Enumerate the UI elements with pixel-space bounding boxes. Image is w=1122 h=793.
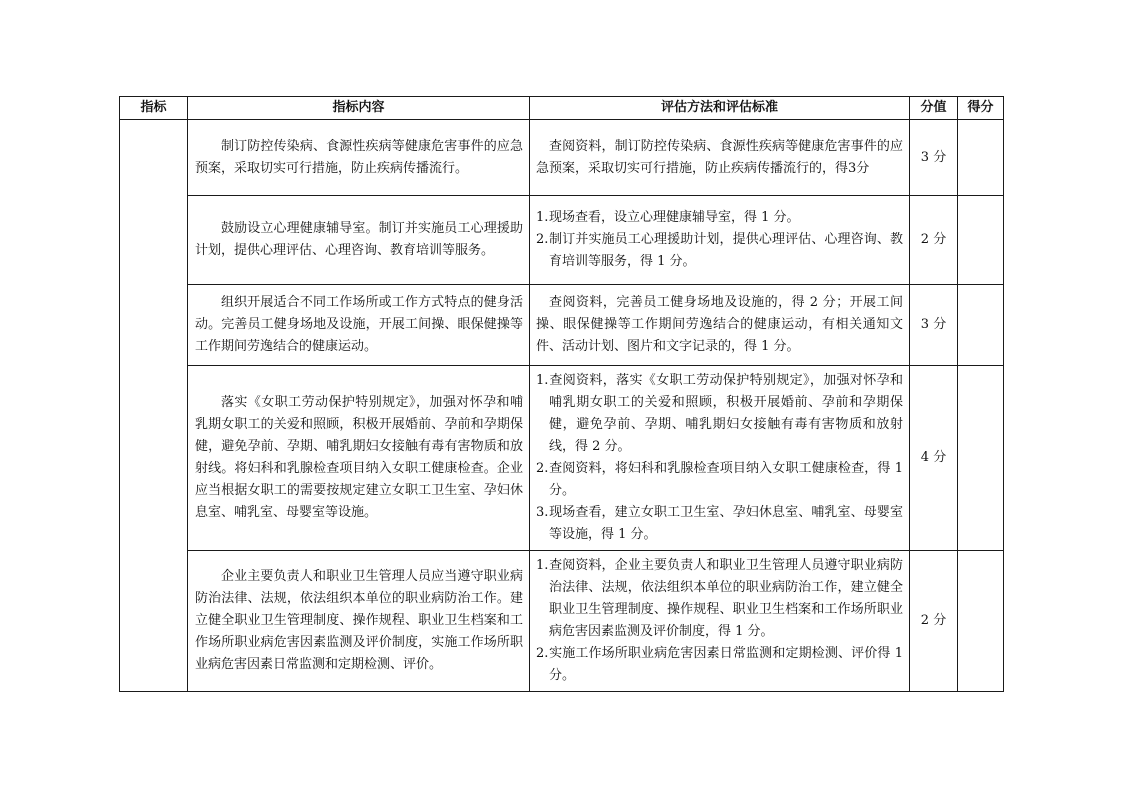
method-item-number: 2.: [536, 232, 549, 247]
score-cell: 4 分: [910, 366, 958, 551]
method-item-text: 实施工作场所职业病危害因素日常监测和定期检测、评价得 1 分。: [549, 646, 903, 683]
method-item-number: 1.: [536, 373, 549, 388]
method-list: [536, 555, 903, 687]
method-cell: [530, 285, 910, 366]
obtained-cell[interactable]: [958, 551, 1004, 692]
method-cell: [530, 196, 910, 285]
content-text: 组织开展适合不同工作场所或工作方式特点的健身活动。完善员工健身场地及设施，开展工间操、眼保健操等工作期间劳逸结合的健康运动。: [195, 295, 523, 354]
score-cell: 2 分: [910, 196, 958, 285]
score-cell: 3 分: [910, 120, 958, 196]
method-cell: [530, 366, 910, 551]
content-text: 制订防控传染病、食源性疾病等健康危害事件的应急预案，采取切实可行措施，防止疾病传播流行。: [195, 138, 523, 176]
method-cell: [530, 120, 910, 196]
method-text: 查阅资料，制订防控传染病、食源性疾病等健康危害事件的应急预案，采取切实可行措施，防止疾病传播流行的，得3分: [536, 138, 903, 176]
obtained-cell[interactable]: [958, 366, 1004, 551]
score-cell: 3 分: [910, 285, 958, 366]
method-cell: [530, 551, 910, 692]
method-text: 查阅资料，完善员工健身场地及设施的，得 2 分；开展工间操、眼保健操等工作期间劳逸结合的健康运动，有相关通知文件、活动计划、图片和文字记录的，得 1 分。: [536, 295, 903, 354]
header-row: [120, 97, 1004, 120]
header-indicator: 指标: [120, 97, 188, 120]
method-item-number: 2.: [536, 461, 549, 476]
content-text: 鼓励设立心理健康辅导室。制订并实施员工心理援助计划，提供心理评估、心理咨询、教育培训等服务。: [195, 221, 523, 258]
obtained-cell[interactable]: [958, 285, 1004, 366]
indicator-cell: [120, 120, 188, 692]
table-row: [120, 120, 1004, 196]
method-item: [536, 370, 903, 458]
content-cell: [188, 285, 530, 366]
assessment-sheet: [119, 96, 1003, 692]
method-item-number: 3.: [536, 505, 549, 520]
obtained-cell[interactable]: [958, 120, 1004, 196]
content-text: 落实《女职工劳动保护特别规定》，加强对怀孕和哺乳期女职工的关爱和照顾，积极开展婚前、孕前和孕期保健，避免孕前、孕期、哺乳期妇女接触有毒有害物质和放射线。将妇科和乳腺检查项目纳入女职工健康检查。企业应当根据女职工的需要按规定建立女职工卫生室、孕妇休息室、哺乳室、母婴室等设施。: [195, 395, 523, 520]
method-item: [536, 207, 903, 229]
method-item-number: 1.: [536, 558, 549, 573]
content-cell: [188, 120, 530, 196]
content-cell: [188, 196, 530, 285]
header-content: 指标内容: [188, 97, 530, 120]
table-row: [120, 285, 1004, 366]
method-item-number: 1.: [536, 210, 549, 225]
method-list: [536, 207, 903, 273]
method-item-text: 现场查看，建立女职工卫生室、孕妇休息室、哺乳室、母婴室等设施，得 1 分。: [549, 505, 903, 542]
assessment-table: [119, 96, 1004, 692]
method-item: [536, 643, 903, 687]
method-item: [536, 555, 903, 643]
obtained-cell[interactable]: [958, 196, 1004, 285]
method-item-text: 制订并实施员工心理援助计划，提供心理评估、心理咨询、教育培训等服务，得 1 分。: [549, 232, 903, 269]
method-item: [536, 229, 903, 273]
content-cell: [188, 551, 530, 692]
method-item: [536, 458, 903, 502]
method-item-text: 现场查看，设立心理健康辅导室，得 1 分。: [549, 210, 800, 225]
method-item: [536, 502, 903, 546]
table-row: [120, 366, 1004, 551]
method-item-number: 2.: [536, 646, 549, 661]
method-item-text: 查阅资料，落实《女职工劳动保护特别规定》，加强对怀孕和哺乳期女职工的关爱和照顾，积极开展婚前、孕前和孕期保健，避免孕前、孕期、哺乳期妇女接触有毒有害物质和放射线，得 2 分。: [549, 373, 903, 454]
table-row: [120, 551, 1004, 692]
header-method: 评估方法和评估标准: [530, 97, 910, 120]
content-cell: [188, 366, 530, 551]
method-list: [536, 370, 903, 546]
score-cell: 2 分: [910, 551, 958, 692]
method-item-text: 查阅资料，将妇科和乳腺检查项目纳入女职工健康检查，得 1 分。: [549, 461, 903, 498]
content-text: 企业主要负责人和职业卫生管理人员应当遵守职业病防治法律、法规，依法组织本单位的职业病防治工作。建立健全职业卫生管理制度、操作规程、职业卫生档案和工作场所职业病危害因素监测及评价制度，实施工作场所职业病危害因素日常监测和定期检测、评价。: [195, 569, 523, 672]
method-item-text: 查阅资料，企业主要负责人和职业卫生管理人员遵守职业病防治法律、法规，依法组织本单位的职业病防治工作，建立健全职业卫生管理制度、操作规程、职业卫生档案和工作场所职业病危害因素监测及评价制度，得 1 分。: [549, 558, 903, 639]
header-score: 分值: [910, 97, 958, 120]
table-row: [120, 196, 1004, 285]
header-obtained: 得分: [958, 97, 1004, 120]
